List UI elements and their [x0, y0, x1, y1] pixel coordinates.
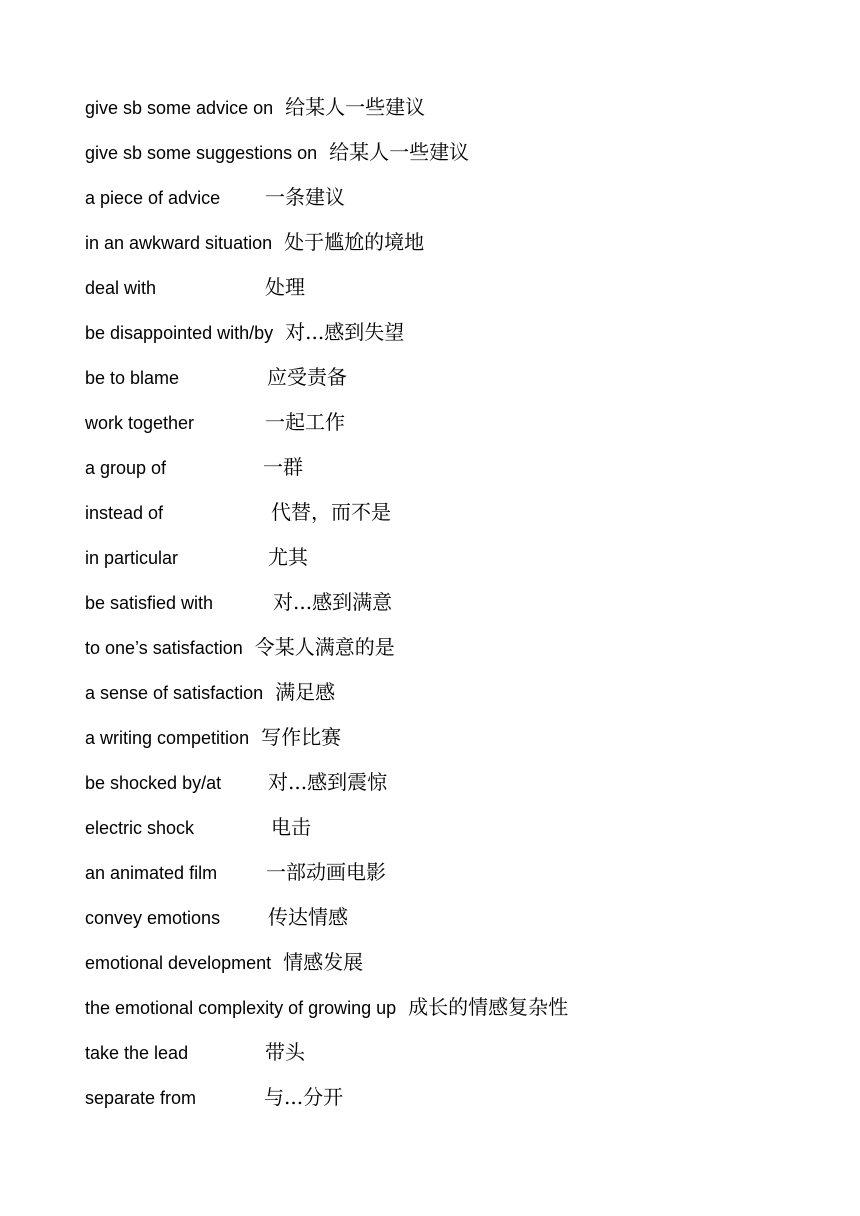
phrase-english: in particular	[85, 548, 179, 568]
phrase-chinese: 成长的情感复杂性	[408, 995, 569, 1019]
phrase-english: separate from	[85, 1088, 197, 1108]
phrase-chinese: 对...感到失望	[285, 320, 405, 344]
list-item	[85, 588, 785, 633]
list-item	[85, 183, 785, 228]
phrase-english: in an awkward situation	[85, 233, 273, 253]
phrase-english: a group of	[85, 458, 167, 478]
phrase-english: be disappointed with/by	[85, 323, 274, 343]
phrase-english: electric shock	[85, 818, 195, 838]
list-item	[85, 1038, 785, 1083]
phrase-chinese: 情感发展	[283, 950, 364, 974]
list-item	[85, 813, 785, 858]
phrase-english: give sb some advice on	[85, 98, 274, 118]
phrase-english: deal with	[85, 278, 157, 298]
phrase-chinese: 给某人一些建议	[329, 140, 470, 164]
phrase-chinese: 写作比赛	[261, 725, 342, 749]
list-item	[85, 498, 785, 543]
phrase-english: take the lead	[85, 1043, 189, 1063]
phrase-english: an animated film	[85, 863, 218, 883]
phrase-chinese: 给某人一些建议	[285, 95, 426, 119]
phrase-chinese: 令某人满意的是	[254, 635, 395, 659]
phrase-english: to one’s satisfaction	[85, 638, 243, 658]
list-item	[85, 138, 785, 183]
phrase-english: a piece of advice	[85, 188, 221, 208]
phrase-english: be shocked by/at	[85, 773, 222, 793]
phrase-chinese: 满足感	[275, 680, 336, 704]
phrase-chinese: 对...感到震惊	[268, 770, 388, 794]
list-item	[85, 318, 785, 363]
phrase-english: a writing competition	[85, 728, 250, 748]
phrase-english: give sb some suggestions on	[85, 143, 318, 163]
phrase-english: convey emotions	[85, 908, 221, 928]
phrase-chinese: 一起工作	[265, 410, 345, 434]
list-item	[85, 408, 785, 453]
list-item	[85, 1083, 785, 1128]
list-item	[85, 723, 785, 768]
list-item	[85, 543, 785, 588]
phrase-chinese: 带头	[265, 1040, 305, 1064]
phrase-chinese: 处于尴尬的境地	[284, 230, 425, 254]
list-item	[85, 363, 785, 408]
list-item	[85, 948, 785, 993]
phrase-english: be to blame	[85, 368, 180, 388]
list-item	[85, 903, 785, 948]
phrase-chinese: 与...分开	[264, 1085, 344, 1109]
phrase-chinese: 处理	[265, 275, 305, 299]
phrase-english: work together	[85, 413, 195, 433]
list-item	[85, 453, 785, 498]
phrase-chinese: 代替，而不是	[271, 500, 391, 524]
phrase-chinese: 传达情感	[268, 905, 348, 929]
list-item	[85, 993, 785, 1038]
list-item	[85, 93, 785, 138]
list-item	[85, 273, 785, 318]
phrase-english: instead of	[85, 503, 164, 523]
phrase-english: be satisfied with	[85, 593, 214, 613]
phrase-chinese: 电击	[271, 815, 311, 839]
phrase-chinese: 一群	[263, 455, 303, 479]
phrase-chinese: 尤其	[268, 545, 308, 569]
phrase-english: a sense of satisfaction	[85, 683, 264, 703]
phrase-english: the emotional complexity of growing up	[85, 998, 397, 1018]
phrase-chinese: 一部动画电影	[266, 860, 386, 884]
phrase-chinese: 应受责备	[267, 365, 347, 389]
phrase-english: emotional development	[85, 953, 272, 973]
list-item	[85, 228, 785, 273]
list-item	[85, 768, 785, 813]
phrase-chinese: 一条建议	[265, 185, 345, 209]
phrase-list	[85, 93, 785, 1128]
list-item	[85, 858, 785, 903]
list-item	[85, 678, 785, 723]
list-item	[85, 633, 785, 678]
phrase-chinese: 对...感到满意	[273, 590, 393, 614]
